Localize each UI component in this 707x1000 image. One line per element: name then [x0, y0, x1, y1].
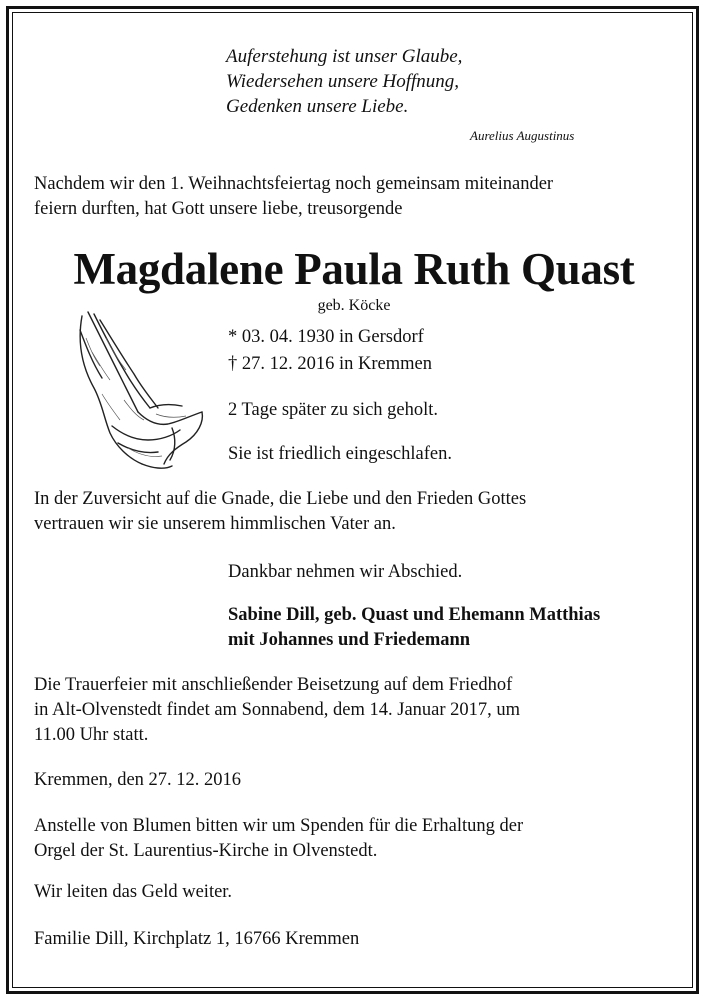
peaceful-line: Sie ist friedlich eingeschlafen.	[228, 444, 452, 464]
confidence-paragraph	[34, 487, 672, 537]
intro-line-2: feiern durften, hat Gott unsere liebe, treusorgende	[34, 199, 403, 219]
taken-line: 2 Tage später zu sich geholt.	[228, 400, 439, 420]
donation-paragraph	[34, 814, 672, 864]
place-date: Kremmen, den 27. 12. 2016	[34, 770, 242, 790]
funeral-line-1: Die Trauerfeier mit anschließender Beisetzung auf dem Friedhof	[34, 675, 513, 695]
death-line: † 27. 12. 2016 in Kremmen	[228, 354, 432, 374]
confidence-line-2: vertrauen wir sie unserem himmlischen Vater an.	[34, 514, 396, 534]
maiden-name: geb. Köcke	[317, 297, 391, 314]
praying-hands-icon	[72, 308, 208, 473]
motto-line-2: Wiedersehen unsere Hoffnung,	[226, 71, 460, 92]
deceased-name: Magdalene Paula Ruth Quast	[73, 244, 635, 294]
funeral-line-3: 11.00 Uhr statt.	[34, 725, 149, 745]
motto-line-1: Auferstehung ist unser Glaube,	[226, 46, 463, 67]
mourners-line-2: mit Johannes und Friedemann	[228, 630, 471, 650]
forward-line: Wir leiten das Geld weiter.	[34, 882, 233, 902]
motto-verse	[226, 44, 462, 119]
motto-line-3: Gedenken unsere Liebe.	[226, 96, 409, 117]
intro-line-1: Nachdem wir den 1. Weihnachtsfeiertag noch gemeinsam miteinander	[34, 174, 554, 194]
funeral-paragraph	[34, 673, 672, 748]
farewell-line: Dankbar nehmen wir Abschied.	[228, 562, 463, 582]
family-address: Familie Dill, Kirchplatz 1, 16766 Kremmen	[34, 929, 360, 949]
donation-line-2: Orgel der St. Laurentius-Kirche in Olvenstedt.	[34, 841, 378, 861]
donation-line-1: Anstelle von Blumen bitten wir um Spenden für die Erhaltung der	[34, 816, 524, 836]
mourners-line-1: Sabine Dill, geb. Quast und Ehemann Matthias	[228, 605, 601, 625]
intro-paragraph	[34, 172, 672, 222]
birth-line: * 03. 04. 1930 in Gersdorf	[228, 327, 424, 347]
motto-author: Aurelius Augustinus	[470, 128, 575, 143]
funeral-line-2: in Alt-Olvenstedt findet am Sonnabend, dem 14. Januar 2017, um	[34, 700, 521, 720]
confidence-line-1: In der Zuversicht auf die Gnade, die Liebe und den Frieden Gottes	[34, 489, 527, 509]
